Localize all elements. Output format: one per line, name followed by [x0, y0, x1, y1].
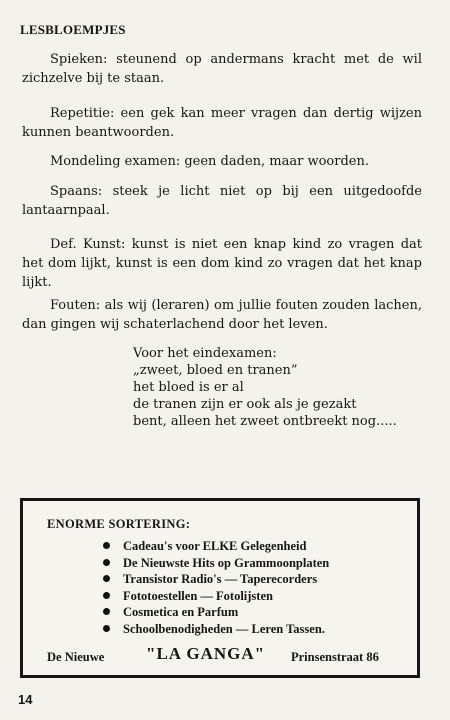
ad-item-list [123, 538, 329, 637]
poem-line: „zweet, bloed en tranen” [133, 363, 298, 378]
ad-item-text: Transistor Radio's — Taperecorders [123, 572, 318, 586]
poem-block [133, 345, 433, 430]
paragraph-spaans: Spaans: steek je licht niet op bij een uitgedoofde lantaarnpaal. [22, 184, 422, 218]
poem-line: het bloed is er al [133, 380, 244, 395]
ad-list-item [123, 538, 329, 555]
page-number: 14 [18, 692, 33, 707]
ad-item-text: Schoolbenodigheden — Leren Tassen. [123, 621, 325, 636]
bullet-icon [103, 542, 110, 549]
poem-line: de tranen zijn er ook als je gezakt [133, 397, 357, 412]
bullet-icon [103, 592, 110, 599]
ad-list-item [123, 571, 329, 588]
ad-list-item [123, 555, 329, 572]
ad-item-text: Cadeau's voor ELKE Gelegenheid [123, 539, 307, 553]
ad-list-item [123, 604, 329, 621]
ad-list-item [123, 621, 329, 638]
paragraph-fouten: Fouten: als wij (leraren) om jullie fouten zouden lachen, dan gingen wij schaterlachend door het leven. [22, 298, 422, 332]
ad-item-text: Fototoestellen — Fotolijsten [123, 588, 273, 603]
ad-footer-prefix: De Nieuwe [47, 650, 105, 664]
advertisement-box [20, 498, 420, 678]
poem-line: bent, alleen het zweet ontbreekt nog..... [133, 414, 397, 429]
bullet-icon [103, 608, 110, 615]
paragraph-mondeling: Mondeling examen: geen daden, maar woorden. [50, 154, 369, 169]
bullet-icon [103, 625, 110, 632]
bullet-icon [103, 575, 110, 582]
paragraph-kunst: Def. Kunst: kunst is niet een knap kind zo vragen dat het dom lijkt, kunst is een dom kind zo vragen dat het knap lijkt. [22, 237, 422, 290]
ad-store-name: "LA GANGA" [146, 644, 266, 663]
ad-title: ENORME SORTERING: [47, 517, 191, 531]
poem-line: Voor het eindexamen: [133, 346, 277, 361]
bullet-icon [103, 559, 110, 566]
ad-store-address: Prinsenstraat 86 [291, 650, 379, 664]
ad-list-item [123, 588, 329, 605]
ad-item-text: De Nieuwste Hits op Grammoonplaten [123, 555, 330, 570]
section-heading: LESBLOEMPJES [20, 22, 126, 37]
paragraph-spieken: Spieken: steunend op andermans kracht met de wil zichzelve bij te staan. [22, 52, 422, 86]
paragraph-repetitie: Repetitie: een gek kan meer vragen dan dertig wijzen kunnen beantwoorden. [22, 106, 422, 140]
ad-item-text: Cosmetica en Parfum [123, 605, 239, 619]
